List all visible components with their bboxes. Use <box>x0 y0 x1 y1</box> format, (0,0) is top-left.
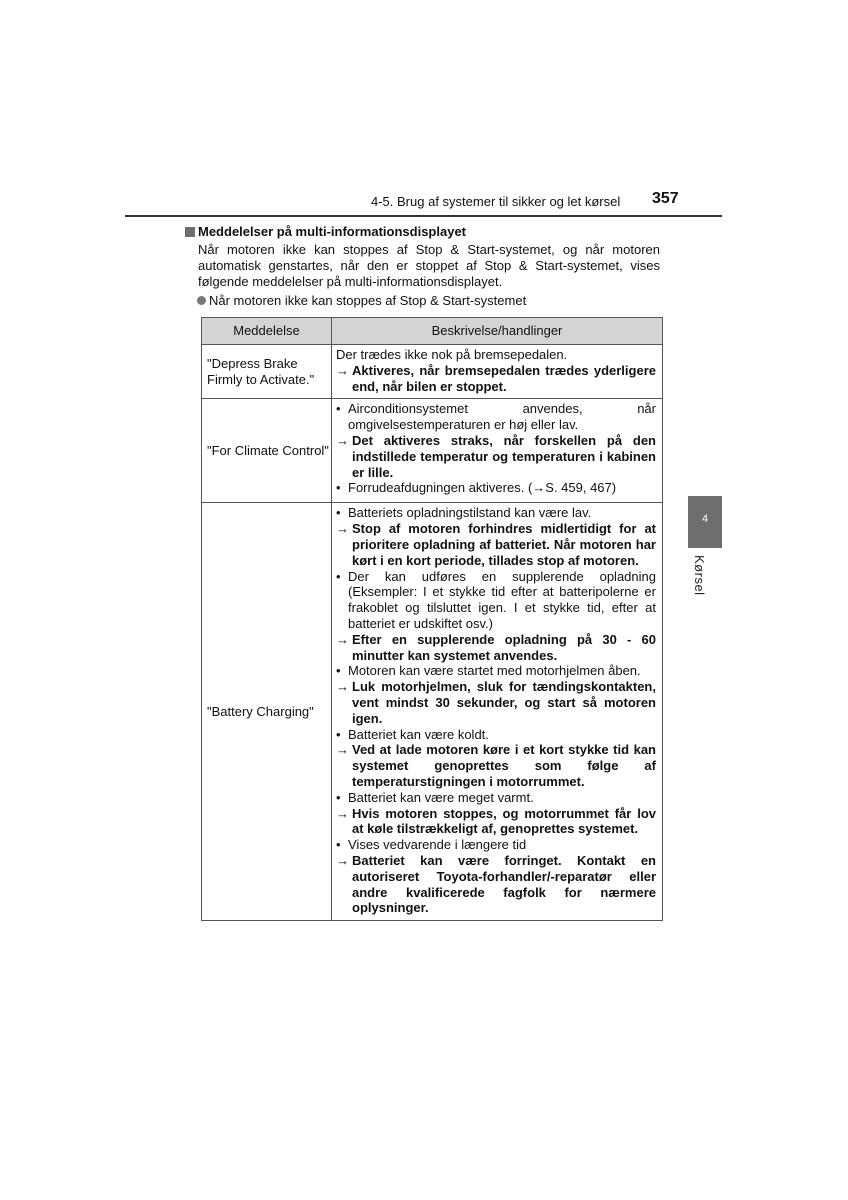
message-text: "Battery Charging" <box>207 703 314 719</box>
message-cell <box>202 399 332 503</box>
message-cell <box>202 345 332 399</box>
arrow-icon: → <box>336 852 349 868</box>
action-text: Hvis motoren stoppes, og motorrummet får lov at køle tilstrækkeligt af, genoprettes systemet. <box>352 805 656 837</box>
table-row <box>202 399 663 503</box>
column-header-description: Beskrivelse/handlinger <box>332 318 663 345</box>
bullet-text: Batteriet kan være meget varmt. <box>348 789 534 805</box>
square-bullet-icon <box>185 227 195 237</box>
bullet-icon: • <box>336 726 341 742</box>
bullet-text: Motoren kan være startet med motorhjelmen åben. <box>348 663 641 679</box>
action-text: Batteriet kan være forringet. Kontakt en autoriseret Toyota-forhandler/-reparatør eller andre kvalificerede fagfolk for nærmere oplysninger. <box>352 852 656 916</box>
action-item <box>336 363 656 395</box>
description-cell <box>332 503 663 921</box>
bullet-text: Batteriet kan være koldt. <box>348 726 489 742</box>
page-number: 357 <box>652 190 679 207</box>
description-line: Der trædes ikke nok på bremsepedalen. <box>336 347 568 362</box>
table-row <box>202 345 663 399</box>
chapter-tab: 4 <box>688 496 722 548</box>
arrow-icon: → <box>336 679 349 695</box>
bullet-icon: • <box>336 401 341 417</box>
sub-heading <box>197 293 526 308</box>
action-text: Efter en supplerende opladning på 30 - 60 minutter kan systemet anvendes. <box>352 631 656 663</box>
messages-table <box>201 317 663 921</box>
arrow-icon: → <box>336 521 349 537</box>
bullet-item <box>336 663 656 679</box>
circle-bullet-icon <box>197 296 206 305</box>
action-text: Ved at lade motoren køre i et kort stykke tid kan systemet genoprettes som følge af temperaturstigningen i motorrummet. <box>352 742 656 789</box>
arrow-icon: → <box>336 362 349 378</box>
bullet-icon: • <box>336 789 341 805</box>
bullet-text: Airconditionsystemet anvendes, når omgivelsestemperaturen er høj eller lav. <box>348 401 656 433</box>
action-text: Stop af motoren forhindres midlertidigt for at prioritere opladning af batteriet. Når motoren har kørt i en kort periode, tillades stop af motoren. <box>352 521 656 568</box>
bullet-text: Der kan udføres en supplerende opladning (Eksempler: I et stykke tid efter at batteripolerne er frakoblet og tilsluttet igen. I et stykke tid, efter at batteriet er udskiftet osv.) <box>348 568 656 631</box>
bullet-text: Forrudeafdugningen aktiveres. (→S. 459, 467) <box>348 480 617 496</box>
action-item <box>336 632 656 664</box>
sub-heading-text: Når motoren ikke kan stoppes af Stop & Start-systemet <box>209 293 527 308</box>
bullet-item <box>336 790 656 806</box>
arrow-icon: → <box>336 432 349 448</box>
bullet-icon: • <box>336 568 341 584</box>
arrow-icon: → <box>336 805 349 821</box>
message-text: "Depress Brake Firmly to Activate." <box>207 355 315 387</box>
column-header-message: Meddelelse <box>202 318 332 345</box>
message-cell <box>202 503 332 921</box>
bullet-item <box>336 505 656 521</box>
bullet-item <box>336 401 656 433</box>
action-item <box>336 806 656 838</box>
table-header-row <box>202 318 663 345</box>
description-cell <box>332 345 663 399</box>
section-heading-text: Meddelelser på multi-informationsdisplayet <box>198 224 466 239</box>
description-cell <box>332 399 663 503</box>
bullet-item <box>336 727 656 743</box>
intro-paragraph: Når motoren ikke kan stoppes af Stop & Start-systemet, og når motoren automatisk genstartes, når den er stoppet af Stop & Start-systemet, vises følgende meddelelser på multi-informationsdisplayet. <box>198 242 660 289</box>
action-item <box>336 433 656 480</box>
message-text: "For Climate Control" <box>207 442 329 458</box>
action-text: Det aktiveres straks, når forskellen på den indstillede temperatur og temperaturen i kabinen er lille. <box>352 432 656 480</box>
action-item <box>336 679 656 726</box>
chapter-label: Kørsel <box>692 555 707 596</box>
action-text: Aktiveres, når bremsepedalen trædes yderligere end, når bilen er stoppet. <box>352 362 656 394</box>
bullet-icon: • <box>336 663 341 679</box>
bullet-text: Vises vedvarende i længere tid <box>348 837 527 853</box>
bullet-item <box>336 569 656 632</box>
bullet-icon: • <box>336 837 341 853</box>
section-heading <box>185 224 466 239</box>
bullet-icon: • <box>336 480 341 496</box>
bullet-icon: • <box>336 505 341 521</box>
action-item <box>336 521 656 568</box>
action-text: Luk motorhjelmen, sluk for tændingskontakten, vent mindst 30 sekunder, og start så motoren igen. <box>352 679 656 726</box>
table-row <box>202 503 663 921</box>
bullet-item <box>336 837 656 853</box>
arrow-icon: → <box>336 742 349 758</box>
bullet-text: Batteriets opladningstilstand kan være lav. <box>348 505 592 521</box>
arrow-icon: → <box>336 631 349 647</box>
action-item <box>336 742 656 789</box>
header-divider <box>125 215 722 217</box>
page-header-section: 4-5. Brug af systemer til sikker og let kørsel <box>371 194 621 209</box>
bullet-item <box>336 480 656 496</box>
action-item <box>336 853 656 916</box>
